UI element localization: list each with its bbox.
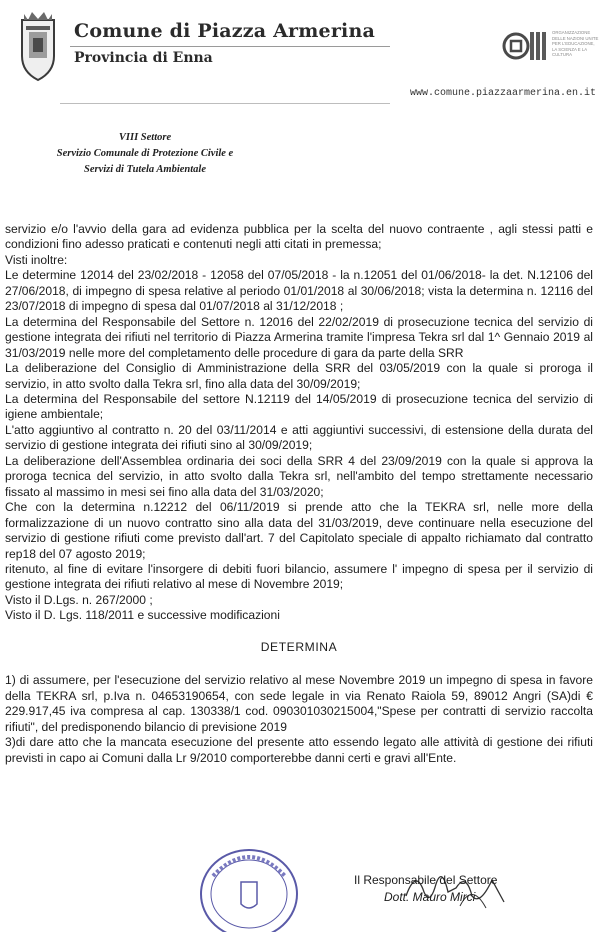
paragraph: Le determine 12014 del 23/02/2018 - 12058 del 07/05/2018 - la n.12051 del 01/06/2018- la det. N.12106 del 27/06/2018, di impegno di spesa relative al periodo 01/01/2018 al 30/06/2018; vista la determina n. 12116 del 23/07/2018 di impegno di spesa dal 01/07/2018 al 31/12/2018 ; <box>5 268 593 314</box>
paragraph: La determina del Responsabile del settore N.12119 del 14/05/2019 di prosecuzione tecnica del servizio di igiene ambientale; <box>5 391 593 422</box>
paragraph: La deliberazione dell'Assemblea ordinaria dei soci della SRR 4 del 23/09/2019 con la quale si approva la proroga tecnica del servizio, in atto svolto dalla Tekra srl, nell'ambito del tempo strettamente necessario fissato al massimo in mesi sei fino alla data del 31/03/2020; <box>5 453 593 499</box>
handwritten-signature-icon <box>400 862 510 912</box>
paragraph: Visto il D.Lgs. n. 267/2000 ; <box>5 592 153 607</box>
paragraph: servizio e/o l'avvio della gara ad evidenza pubblica per la scelta del nuovo contraente , agli stessi patti e condizioni fino adesso praticati e contenuti negli atti citati in premessa; <box>5 222 593 252</box>
paragraph: L'atto aggiuntivo al contratto n. 20 del 03/11/2014 e atti aggiuntivi successivi, di estensione della durata del servizio di gestione integrata dei rifiuti sino al 30/09/2019; <box>5 422 593 453</box>
sector-heading <box>0 130 290 178</box>
municipal-crest-icon <box>14 10 62 82</box>
sector-line-1: VIII Settore <box>118 132 172 143</box>
unesco-heritage-logo-icon <box>502 26 546 66</box>
sector-line-3: Servizi di Tutela Ambientale <box>83 164 206 175</box>
official-stamp-icon <box>197 842 301 932</box>
paragraph: La determina del Responsabile del Settore n. 12016 del 22/02/2019 di prosecuzione tecnica del servizio di gestione integrata dei rifiuti nel territorio di Piazza Armerina tramite l'impresa Tekra srl dal 1^ Gennaio 2019 al 31/03/2019 nelle more del completamento delle procedure di gara da parte della SRR <box>5 314 593 360</box>
paragraph: Visti inoltre: <box>5 252 68 267</box>
municipality-title: Comune di Piazza Armerina <box>74 20 375 42</box>
document-body <box>5 222 593 766</box>
determina-heading: DETERMINA <box>260 639 338 654</box>
paragraph: ritenuto, al fine di evitare l'insorgere di debiti fuori bilancio, assumere l' impegno di spesa per il servizio di gestione integrata dei rifiuti relativo al mese di Novembre 2019; <box>5 561 593 592</box>
header-divider <box>70 46 390 47</box>
paragraph: La deliberazione del Consiglio di Amministrazione della SRR del 03/05/2019 con la quale si proroga il servizio, in atto svolto dalla Tekra srl, fino alla data del 30/09/2019; <box>5 361 593 391</box>
signatory-role: Il Responsabile del Settore <box>354 873 498 887</box>
province-subtitle: Provincia di Enna <box>74 50 213 66</box>
paragraph: Che con la determina n.12212 del 06/11/2019 si prende atto che la TEKRA srl, nelle more della formalizzazione di un nuovo contratto sino alla data del 31/03/2019, deve continuare nella esecuzione del servizio di gestione rifiuti come previsto dall'art. 7 del Capitolato speciale di appalto richiamato dal contratto rep18 del 07 agosto 2019; <box>5 500 593 561</box>
website-divider <box>60 103 390 104</box>
sector-line-2: Servizio Comunale di Protezione Civile e <box>56 148 234 159</box>
determina-item: 1) di assumere, per l'esecuzione del servizio relativo al mese Novembre 2019 un impegno di spesa in favore della TEKRA srl, p.Iva n. 04653190654, con sede legale in via Renato Raiola 59, 89012 Angri (SA)di € 229.917,45 iva compresa al cap. 130338/1 cod. 090301030215004,"Spese per contratti di servizio raccolta rifiuti", del predisponendo bilancio di previsione 2019 <box>5 673 593 734</box>
determina-item: 3)di dare atto che la mancata esecuzione del presente atto essendo legato alle attività di gestione dei rifiuti previsti in capo ai Comuni dalla Lr 9/2010 comporterebbe danni certi e gravi all'Ente. <box>5 735 593 765</box>
website-url: www.comune.piazzaarmerina.en.it <box>409 88 596 99</box>
unesco-caption: ORGANIZZAZIONE DELLE NAZIONI UNITE PER L'EDUCAZIONE, LA SCIENZA E LA CULTURA <box>552 30 599 57</box>
paragraph: Visto il D. Lgs. 118/2011 e successive modificazioni <box>5 608 280 623</box>
signatory-name: Dott. Mauro Mirci <box>384 890 476 904</box>
